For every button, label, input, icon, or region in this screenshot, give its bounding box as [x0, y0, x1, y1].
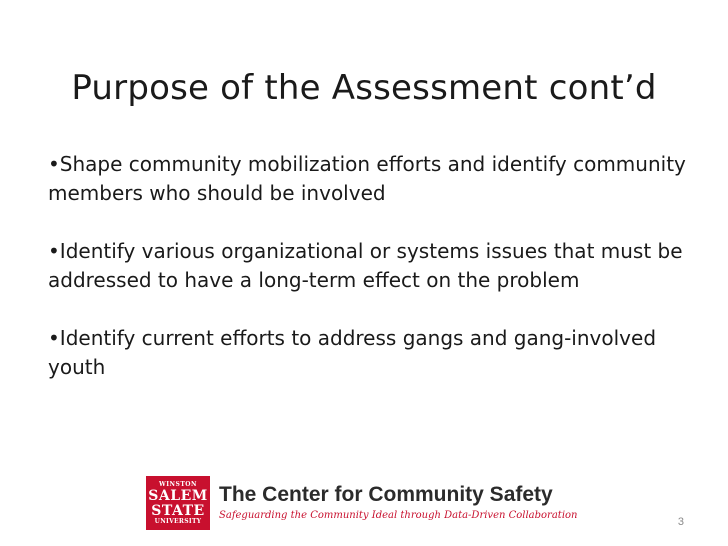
center-logo — [146, 476, 577, 530]
seal-text: WINSTON — [158, 480, 198, 488]
seal-text: STATE — [151, 502, 205, 519]
logo-text — [219, 483, 577, 523]
bullet-item: •Identify various organizational or systems issues that must be addressed to have a long-term effect on the problem — [48, 239, 683, 292]
bullet-list — [48, 150, 688, 382]
university-seal-logo — [146, 476, 210, 530]
org-name: The Center for Community Safety — [219, 483, 553, 506]
slide-title: Purpose of the Assessment cont’d — [71, 68, 657, 108]
bullet-item: •Identify current efforts to address gangs and gang-involved youth — [48, 326, 657, 379]
bullet-item: •Shape community mobilization efforts and identify community members who should be involved — [48, 152, 686, 205]
seal-text: SALEM — [148, 487, 208, 504]
page-number: 3 — [677, 516, 684, 528]
seal-text: UNIVERSITY — [154, 517, 202, 525]
org-tagline: Safeguarding the Community Ideal through Data-Driven Collaboration — [219, 510, 578, 521]
